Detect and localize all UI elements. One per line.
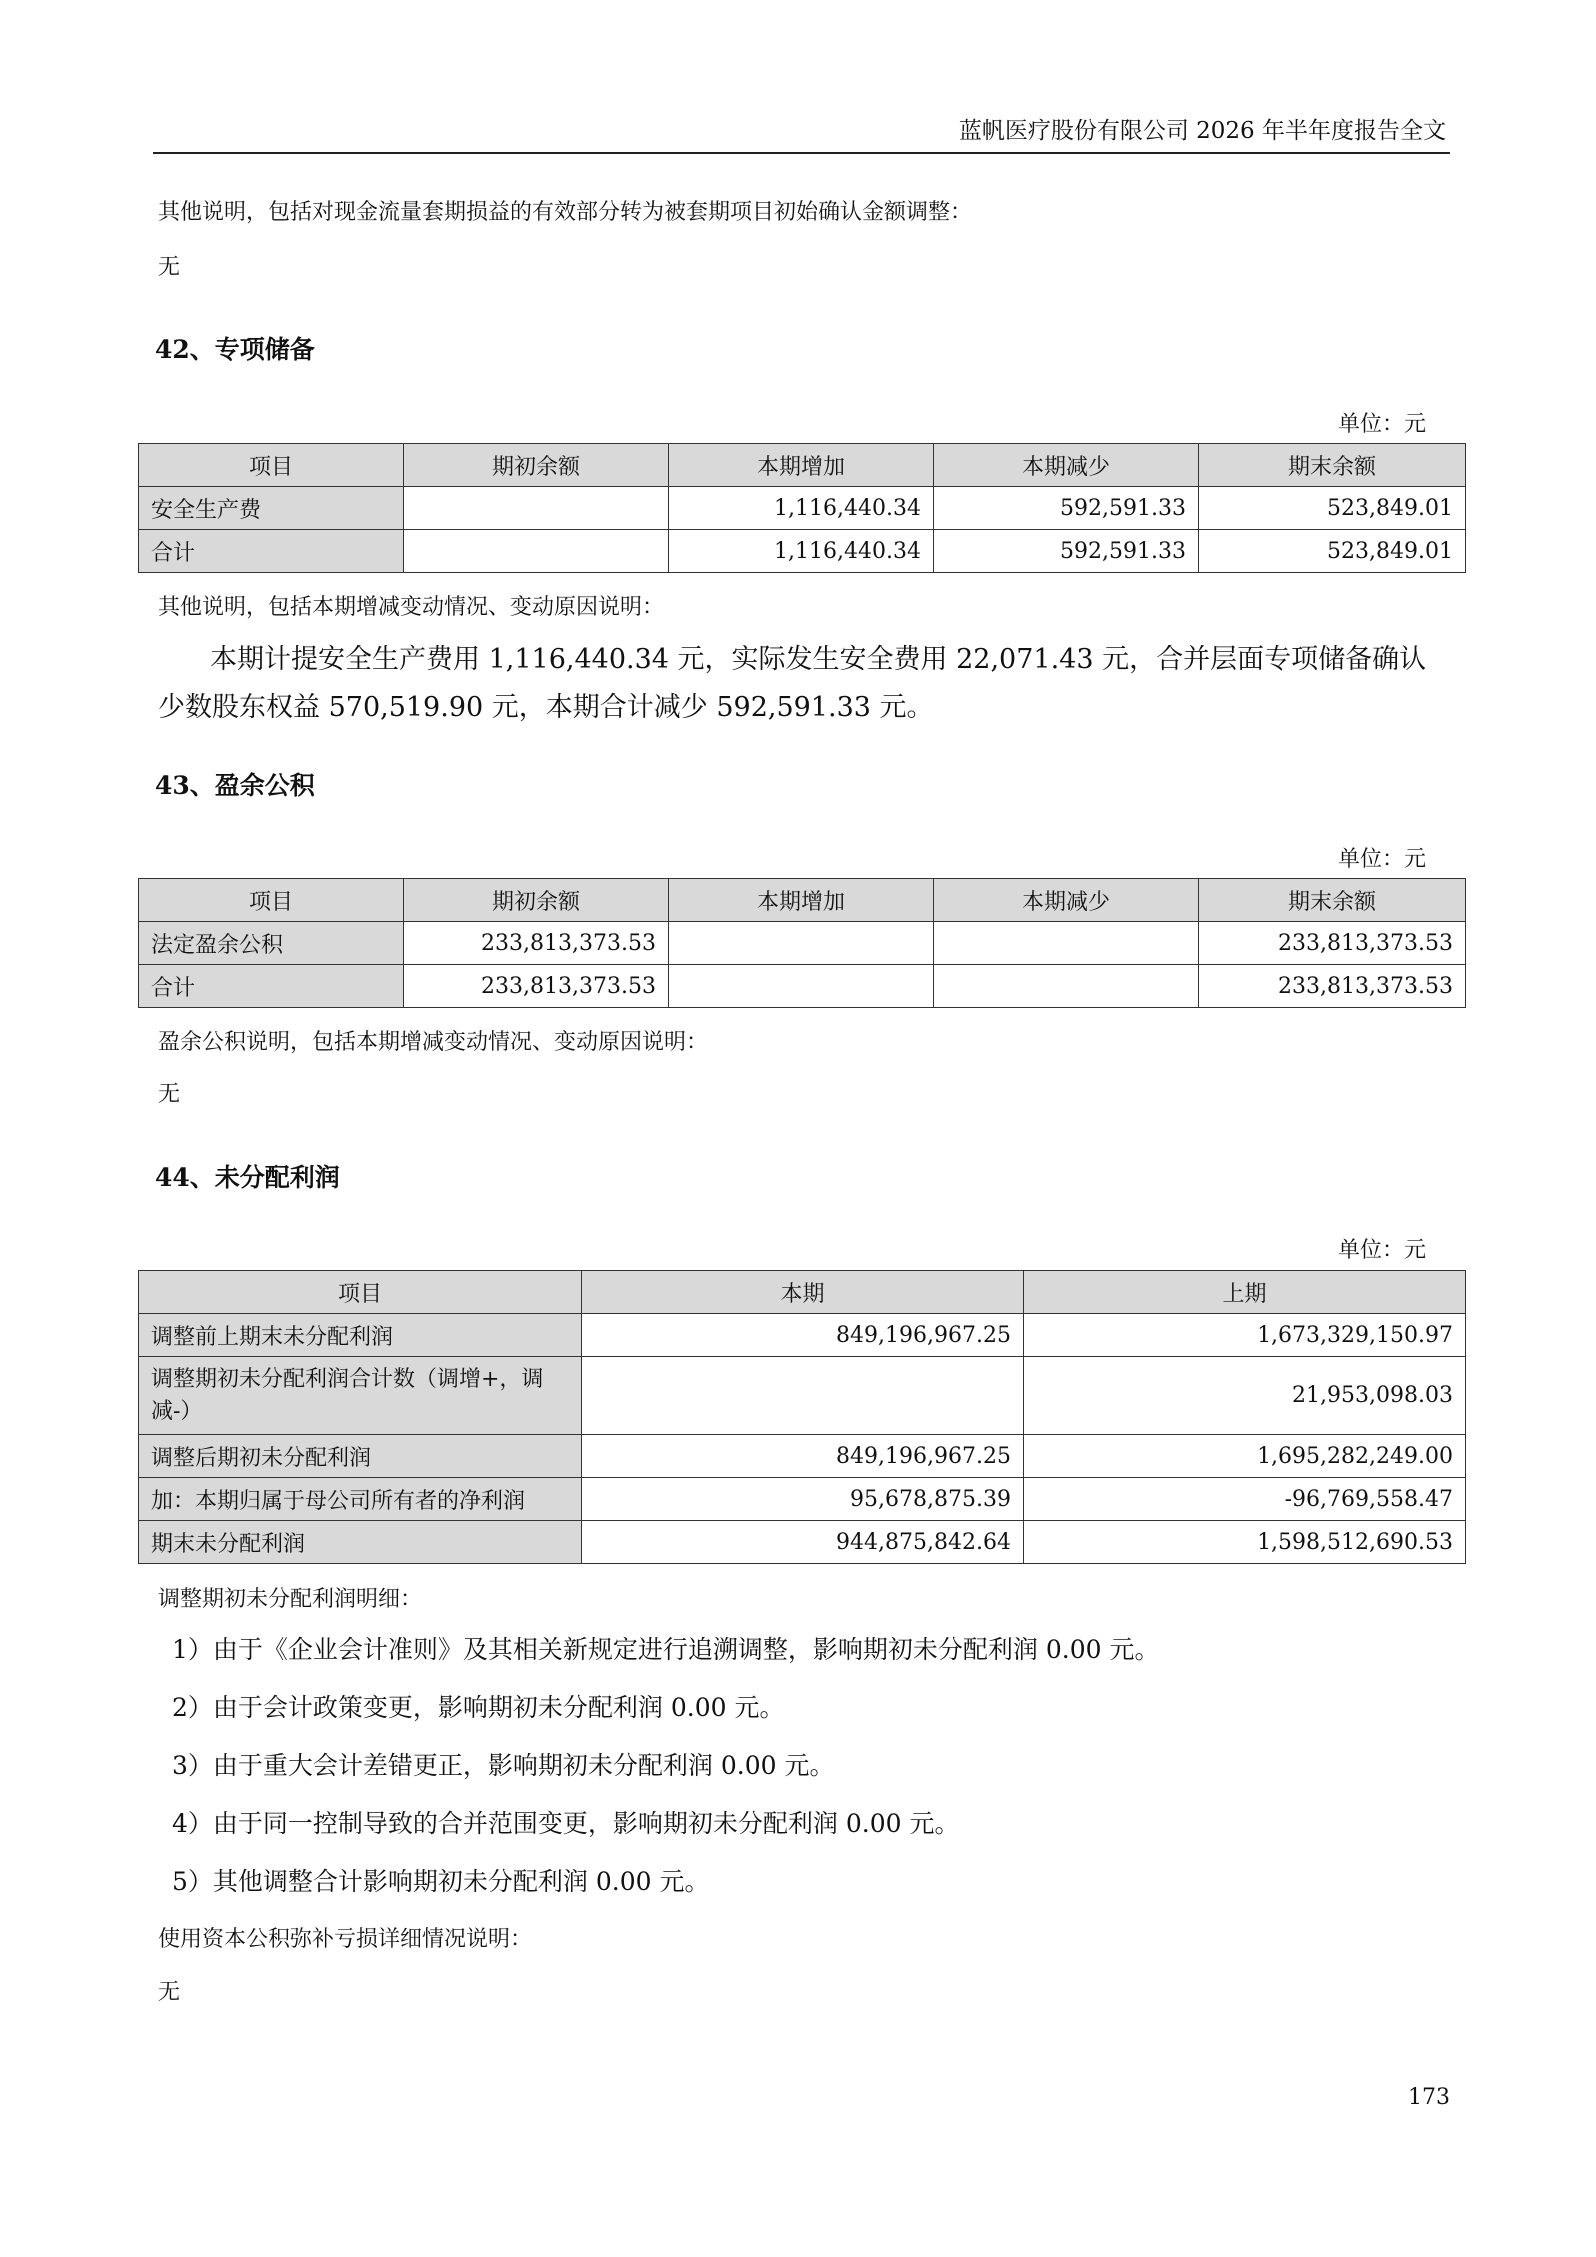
table-row [139,922,1466,965]
page-number: 173 [1408,2085,1450,2110]
cell-value: -96,769,558.47 [1024,1478,1466,1521]
cell-value: 21,953,098.03 [1024,1357,1466,1435]
cell-value: 944,875,842.64 [582,1521,1024,1564]
cell-value: 849,196,967.25 [582,1314,1024,1357]
cell-value: 849,196,967.25 [582,1435,1024,1478]
section-44-unit: 单位：元 [1337,1238,1426,1263]
cell-value [934,965,1199,1008]
surplus-reserve-table [138,878,1466,1008]
cell-value: 1,116,440.34 [669,487,934,530]
table-row [139,1357,1466,1435]
header-divider [153,152,1450,154]
row-label: 安全生产费 [139,487,404,530]
section-44-title: 44、未分配利润 [155,1163,340,1192]
table-row [139,1478,1466,1521]
row-label: 合计 [139,965,404,1008]
section-42-note: 其他说明，包括本期增减变动情况、变动原因说明： [158,595,665,620]
table-row [139,487,1466,530]
section-42-title: 42、专项储备 [155,335,315,364]
adjustment-detail-item: 2）由于会计政策变更，影响期初未分配利润 0.00 元。 [172,1693,785,1722]
special-reserve-table [138,443,1466,573]
cell-value: 523,849.01 [1199,530,1466,573]
table-row [139,1521,1466,1564]
adjustment-detail-item: 1）由于《企业会计准则》及其相关新规定进行追溯调整，影响期初未分配利润 0.00 元。 [172,1635,1160,1664]
column-header: 期末余额 [1199,879,1466,922]
cell-value: 233,813,373.53 [404,965,669,1008]
table-row [139,965,1466,1008]
cell-value [404,530,669,573]
report-header: 蓝帆医疗股份有限公司 2026 年半年度报告全文 [958,118,1446,144]
adjustment-detail-item: 5）其他调整合计影响期初未分配利润 0.00 元。 [172,1867,710,1896]
undistributed-profit-table [138,1270,1466,1564]
adjustment-detail-item: 4）由于同一控制导致的合并范围变更，影响期初未分配利润 0.00 元。 [172,1809,960,1838]
cell-value [934,922,1199,965]
cell-value: 592,591.33 [934,487,1199,530]
capital-reserve-value: 无 [158,1980,181,2005]
cell-value [669,922,934,965]
section-42-explain-line1: 本期计提安全生产费用 1,116,440.34 元，实际发生安全费用 22,071.43 元，合并层面专项储备确认 [210,644,1427,675]
section-43-title: 43、盈余公积 [155,771,315,800]
column-header: 项目 [139,1271,582,1314]
column-header: 期末余额 [1199,444,1466,487]
column-header: 本期减少 [934,444,1199,487]
row-label: 调整后期初未分配利润 [139,1435,582,1478]
row-label: 调整期初未分配利润合计数（调增+，调减-） [139,1357,582,1435]
column-header: 本期增加 [669,879,934,922]
column-header: 上期 [1024,1271,1466,1314]
capital-reserve-note: 使用资本公积弥补亏损详细情况说明： [158,1927,533,1952]
table-header-row [139,879,1466,922]
hedge-value: 无 [158,255,181,280]
column-header: 本期 [582,1271,1024,1314]
column-header: 期初余额 [404,444,669,487]
cell-value: 523,849.01 [1199,487,1466,530]
cell-value: 233,813,373.53 [404,922,669,965]
table-header-row [139,1271,1466,1314]
column-header: 项目 [139,879,404,922]
cell-value: 1,116,440.34 [669,530,934,573]
cell-value: 233,813,373.53 [1199,922,1466,965]
section-43-note: 盈余公积说明，包括本期增减变动情况、变动原因说明： [158,1030,709,1055]
cell-value [582,1357,1024,1435]
section-42-explain-line2: 少数股东权益 570,519.90 元，本期合计减少 592,591.33 元。 [158,692,934,723]
row-label: 合计 [139,530,404,573]
column-header: 本期增加 [669,444,934,487]
section-43-unit: 单位：元 [1337,847,1426,872]
row-label: 加：本期归属于母公司所有者的净利润 [139,1478,582,1521]
cell-value: 592,591.33 [934,530,1199,573]
cell-value [404,487,669,530]
table-row [139,1314,1466,1357]
column-header: 本期减少 [934,879,1199,922]
cell-value: 1,695,282,249.00 [1024,1435,1466,1478]
cell-value: 1,598,512,690.53 [1024,1521,1466,1564]
adjustment-detail-item: 3）由于重大会计差错更正，影响期初未分配利润 0.00 元。 [172,1751,835,1780]
table-row [139,1435,1466,1478]
cell-value [669,965,934,1008]
row-label: 期末未分配利润 [139,1521,582,1564]
column-header: 期初余额 [404,879,669,922]
row-label: 调整前上期末未分配利润 [139,1314,582,1357]
table-row [139,530,1466,573]
table-header-row [139,444,1466,487]
adjustment-detail-title: 调整期初未分配利润明细： [158,1587,423,1612]
hedge-note: 其他说明，包括对现金流量套期损益的有效部分转为被套期项目初始确认金额调整： [158,200,973,225]
cell-value: 95,678,875.39 [582,1478,1024,1521]
column-header: 项目 [139,444,404,487]
cell-value: 233,813,373.53 [1199,965,1466,1008]
section-42-unit: 单位：元 [1337,412,1426,437]
section-43-value: 无 [158,1082,181,1107]
row-label: 法定盈余公积 [139,922,404,965]
cell-value: 1,673,329,150.97 [1024,1314,1466,1357]
